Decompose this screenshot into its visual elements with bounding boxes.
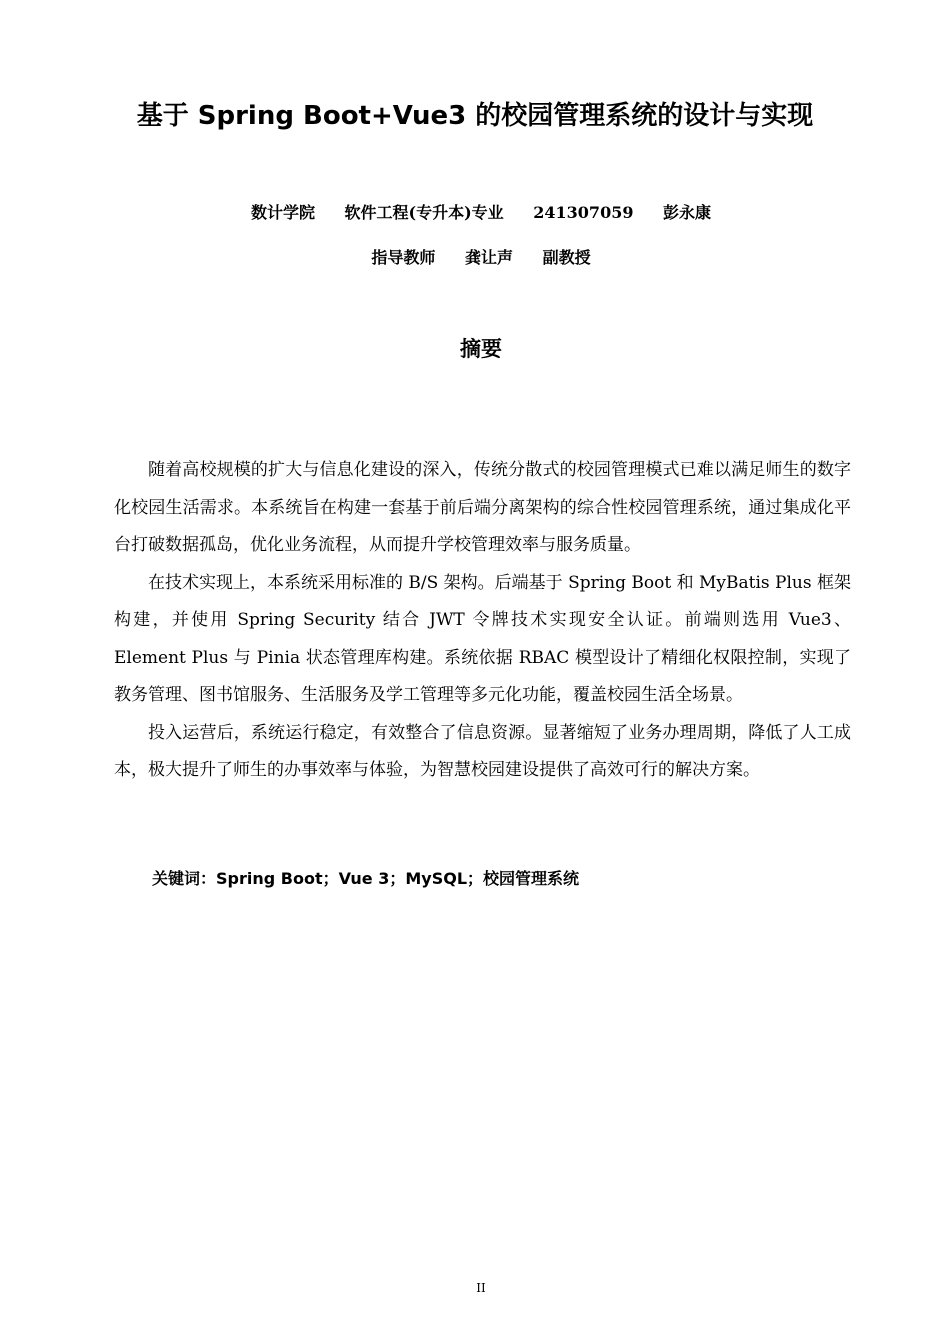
author-info-line <box>0 201 950 225</box>
student-id: 241307059 <box>533 203 634 222</box>
abstract-heading: 摘要 <box>460 337 502 361</box>
advisor-info-line <box>0 246 950 270</box>
college-name: 数计学院 <box>250 203 315 222</box>
student-name: 彭永康 <box>663 203 712 222</box>
abstract-body <box>114 452 851 790</box>
advisor-title: 副教授 <box>542 248 591 267</box>
advisor-name: 龚让声 <box>464 248 513 267</box>
keywords-line: 关键词：Spring Boot；Vue 3；MySQL；校园管理系统 <box>152 869 580 888</box>
page-title: 基于 Spring Boot+Vue3 的校园管理系统的设计与实现 <box>136 101 814 131</box>
abstract-paragraph: 在技术实现上，本系统采用标准的 B/S 架构。后端基于 Spring Boot 和 MyBatis Plus 框架构建，并使用 Spring Security 结合 JWT 令牌技术实现安全认证。前端则选用 Vue3、Element Plus 与 Pinia 状态管理库构建。系统依据 RBAC 模型设计了精细化权限控制，实现了教务管理、图书馆服务、生活服务及学工管理等多元化功能，覆盖校园生活全场景。 <box>114 572 851 705</box>
abstract-paragraph: 随着高校规模的扩大与信息化建设的深入，传统分散式的校园管理模式已难以满足师生的数字化校园生活需求。本系统旨在构建一套基于前后端分离架构的综合性校园管理系统，通过集成化平台打破数据孤岛，优化业务流程，从而提升学校管理效率与服务质量。 <box>114 460 851 555</box>
advisor-label: 指导教师 <box>371 248 436 267</box>
page-number: II <box>476 1281 486 1295</box>
major-name: 软件工程(专升本)专业 <box>344 203 504 222</box>
abstract-paragraph: 投入运营后，系统运行稳定，有效整合了信息资源。显著缩短了业务办理周期，降低了人工成本，极大提升了师生的办事效率与体验，为智慧校园建设提供了高效可行的解决方案。 <box>114 722 851 780</box>
